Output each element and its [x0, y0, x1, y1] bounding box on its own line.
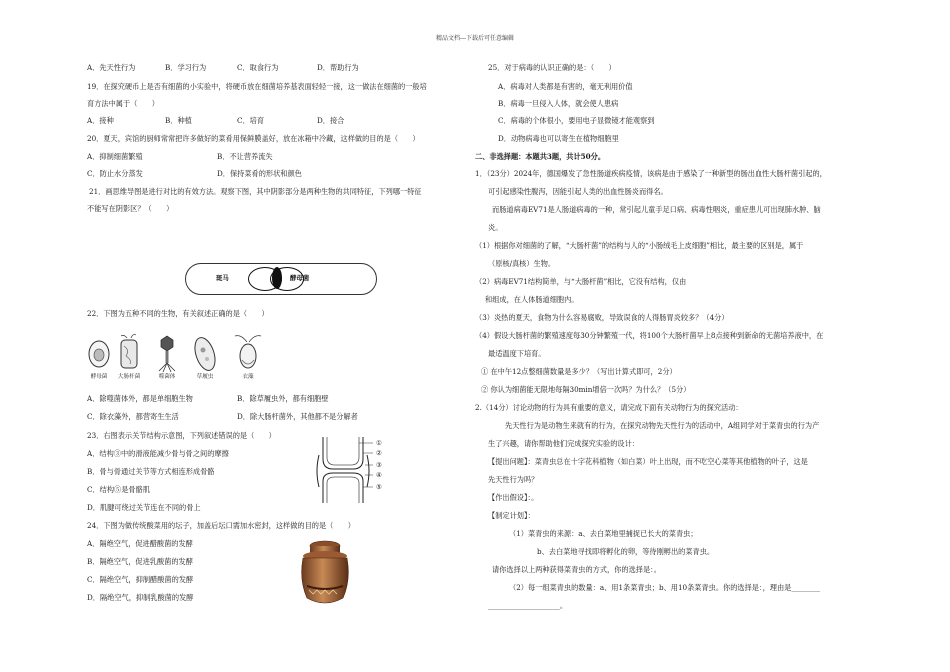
q24-line-1: 24．下图为做传统酸菜用的坛子，加盖后坛口需加水密封，这样做的目的是（ ） — [87, 521, 355, 530]
p2-line-10: 请你选择以上两种获得菜青虫的方式，你的选择是：。 — [492, 565, 661, 574]
organism-label-e-coli: 大肠杆菌 — [117, 374, 141, 380]
q25-option-b: B．病毒一旦侵入人体，就会使人患病 — [498, 99, 619, 108]
q22-line-1: 22．下图为五种不同的生物，有关叙述正确的是（ ） — [87, 309, 269, 318]
q23-line-1: 23．右图表示关节结构示意图，下列叙述错误的是（ ） — [87, 431, 276, 440]
p2-line-12: ____________________。 — [488, 601, 568, 610]
q23-option-d: D．肌腱可绕过关节连在不同的骨上 — [87, 503, 201, 512]
q19-option-b: B．种植 — [165, 116, 192, 125]
organisms-figure — [87, 332, 307, 388]
q23-option-a: A．结构③中的滑液能减少骨与骨之间的摩擦 — [87, 449, 229, 458]
organisms-illustration — [87, 332, 307, 374]
organism-label-paramecium: 草履虫 — [196, 374, 214, 380]
q18-option-d: D．帮助行为 — [317, 63, 359, 72]
yeast-drawing — [89, 341, 109, 367]
p2-line-9: b、去白菜地寻找即将孵化的卵，等待刚孵出的菜青虫。 — [537, 547, 715, 556]
p2-line-4: 【提出问题】：菜青虫总在十字花科植物（如白菜）叶上出现，而不吃空心菜等其他植物的叶子，这是 — [488, 457, 808, 466]
q25-option-d: D．动物病毒也可以寄生在植物细胞里 — [498, 134, 619, 143]
q22-option-d: D．除大肠杆菌外，其他都不是分解者 — [237, 412, 358, 421]
pickle-jar-image — [297, 538, 353, 608]
paramecium-drawing — [191, 335, 219, 373]
q21-line-2: 不能写在阴影区？（ ） — [87, 204, 174, 213]
q25-line-1: 25．对于病毒的认识正确的是：（ ） — [488, 63, 616, 72]
q22-option-c: C．除衣藻外，都营寄生生活 — [87, 412, 179, 421]
p1-q3: （3）炎热的夏天，食物为什么容易腐败，导致误食的人得肠胃炎较多？（4分） — [475, 313, 729, 322]
joint-label-3: ③ — [376, 461, 382, 469]
p1-q4-line-1: （4）假设大肠杆菌的繁殖速度每30分钟繁殖一代，将100个大肠杆菌早上8点接种到新命的无菌培养液中，在 — [475, 331, 824, 340]
organism-label-phage: 噬菌体 — [158, 374, 176, 380]
p2-line-3: 生了兴趣，请你帮助他们完成探究实验的设计： — [488, 439, 639, 448]
chlamydomonas-drawing — [235, 336, 261, 368]
joint-label-5: ⑤ — [376, 483, 382, 491]
p2-line-1: 2.（14分）讨论动物的行为具有重要的意义，请完成下面有关动物行为的探究活动： — [475, 403, 743, 412]
p1-q1-line-2: （原核/真核）生物。 — [488, 259, 556, 268]
q19-option-d: D．接合 — [317, 116, 345, 125]
p1-q1-line-1: （1）根据你对细菌的了解，“大肠杆菌”的结构与人的“小肠绒毛上皮细胞”相比，最主要的区别是，属于 — [475, 241, 804, 250]
q18-option-a: A．先天性行为 — [87, 63, 136, 72]
p1-q4-line-2: 最适温度下培育。 — [488, 349, 546, 358]
q19-line-1: 19．在探究硬币上是否有细菌的小实验中，将硬币放在细菌培养基表面轻轻一接，这一做法在细菌的一般培 — [87, 82, 427, 91]
p2-line-5: 先天性行为吗？ — [488, 475, 539, 484]
page-header: 精品文档---下载后可任意编辑 — [435, 35, 515, 42]
q21-line-1: 21．画思维导图是进行对比的有效方法。观察下图，其中阴影部分是两种生物的共同特征，下列哪一特征 — [89, 187, 422, 196]
joint-label-1: ① — [376, 439, 382, 447]
q24-option-b: B．隔绝空气，促进乳酸菌的发酵 — [87, 557, 193, 566]
section-2-heading: 二、非选择题：本题共3题，共计50分。 — [475, 152, 606, 161]
joint-label-2: ② — [376, 449, 382, 457]
p2-line-8: （1）菜青虫的来源：a、去白菜地里捕捉已长大的菜青虫； — [509, 529, 698, 538]
p2-line-7: 【制定计划】： — [488, 511, 535, 520]
q22-option-a: A．除噬菌体外，都是单细胞生物 — [87, 394, 193, 403]
e-coli-drawing — [121, 334, 137, 368]
q23-option-b: B．骨与骨通过关节等方式相连形成骨骼 — [87, 467, 215, 476]
q24-option-c: C．隔绝空气，抑制醋酸菌的发酵 — [87, 575, 194, 584]
p1-line-3: 而肠道病毒EV71是人肠道病毒的一种，常引起儿童手足口病、病毒性咽炎，重症患儿可出现肺水肿、脑 — [492, 205, 821, 214]
q20-option-b: B．不让营养流失 — [217, 152, 273, 161]
venn-label-yeast: 酵母菌 — [290, 274, 310, 282]
q24-option-d: D．隔绝空气，抑制乳酸菌的发酵 — [87, 593, 194, 602]
p2-line-11: （2）每一组菜青虫的数量：a、用1条菜青虫；b、用10条菜青虫。你的选择是：，理由是________ — [509, 583, 821, 592]
p1-line-2: 可引起感染性腹泻，因能引起人类的出血性肠炎而得名。 — [488, 187, 668, 196]
q20-option-d: D．保持菜肴的形状和颜色 — [217, 169, 302, 178]
q20-line-1: 20．夏天，宾馆的厨师常常把许多做好的菜肴用保鲜膜盖好，放在冰箱中冷藏，这样做的目的是（ ） — [87, 134, 420, 143]
p1-q2-line-2: 和组成，在人体肠道细胞内。 — [485, 295, 579, 304]
q19-option-a: A．接种 — [87, 116, 114, 125]
q18-option-b: B．学习行为 — [165, 63, 207, 72]
q22-option-b: B．除草履虫外，都有细胞壁 — [237, 394, 329, 403]
q18-option-c: C．取食行为 — [237, 63, 279, 72]
p1-q4-part-b: ② 你认为细菌能无限地每隔30min增倍一次吗？为什么？（5分） — [481, 385, 691, 394]
q23-option-c: C．结构⑤是骨骼肌 — [87, 485, 151, 494]
joint-illustration — [313, 437, 373, 503]
organism-label-chlamydomonas: 衣藻 — [242, 374, 254, 380]
q19-line-2: 育方法中属于（ ） — [87, 99, 159, 108]
joint-diagram — [313, 437, 395, 503]
q25-option-a: A．病毒对人类都是有害的，毫无利用价值 — [498, 82, 633, 91]
venn-label-zebra: 斑马 — [216, 274, 229, 282]
q24-option-a: A．隔绝空气，促进醋酸菌的发酵 — [87, 539, 193, 548]
venn-overlap-shaded — [272, 267, 282, 289]
phage-drawing — [159, 336, 175, 372]
p1-line-4: 炎。 — [488, 223, 503, 232]
q20-option-c: C．防止水分蒸发 — [87, 169, 143, 178]
q19-option-c: C．培育 — [237, 116, 265, 125]
joint-label-4: ④ — [376, 471, 382, 479]
q20-option-a: A．抑制细菌繁殖 — [87, 152, 143, 161]
p1-q4-part-a: ① 在中午12点整细菌数量是多少？（写出计算式即可，2分） — [481, 367, 677, 376]
p2-line-2: 先天性行为是动物生来就有的行为，在探究动物先天性行为的活动中，A组同学对于菜青虫的行为产 — [505, 421, 820, 430]
venn-diagram — [185, 263, 377, 295]
q25-option-c: C．病毒的个体很小，要用电子显微镜才能观察到 — [498, 116, 655, 125]
organism-label-yeast: 酵母菌 — [90, 374, 108, 380]
p1-q2-line-1: （2）病毒EV71结构简单，与“大肠杆菌”相比，它没有结构，仅由 — [475, 277, 687, 286]
p2-line-6: 【作出假设】：。 — [488, 493, 539, 502]
p1-line-1: 1．（23分）2024年，德国爆发了急性肠道疾病疫情，该病是由于感染了一种新型的肠出血性大肠杆菌引起的， — [475, 169, 827, 178]
